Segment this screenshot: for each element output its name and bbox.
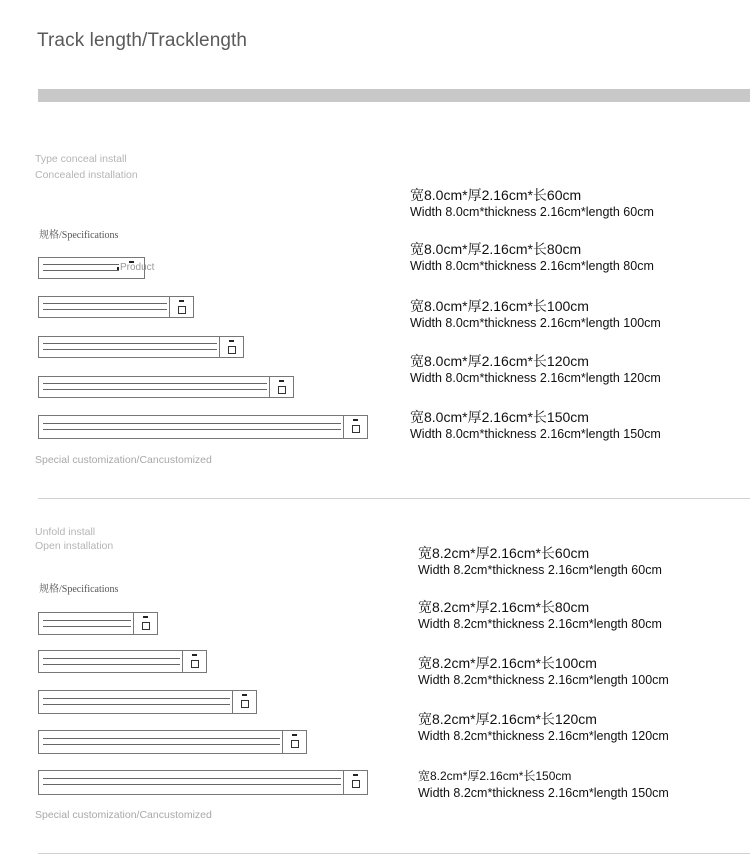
open-type-line2: Open installation [35, 540, 114, 552]
spec-zh: 宽8.0cm*厚2.16cm*长60cm [410, 187, 582, 203]
spec-en: Width 8.2cm*thickness 2.16cm*length 150cm [418, 786, 669, 800]
open-track-150 [38, 770, 368, 795]
open-track-80 [38, 650, 207, 673]
concealed-type-line1: Type conceal install [35, 153, 127, 165]
spec-zh: 宽8.2cm*厚2.16cm*长150cm [418, 769, 572, 783]
spec-en: Width 8.0cm*thickness 2.16cm*length 80cm [410, 259, 654, 273]
concealed-track-80 [38, 296, 194, 318]
spec-zh: 宽8.2cm*厚2.16cm*长80cm [418, 599, 590, 615]
spec-en: Width 8.0cm*thickness 2.16cm*length 60cm [410, 205, 654, 219]
spec-en: Width 8.0cm*thickness 2.16cm*length 100cm [410, 316, 661, 330]
section-divider [38, 498, 750, 499]
spec-en: Width 8.0cm*thickness 2.16cm*length 120cm [410, 371, 661, 385]
open-spec-60 [418, 545, 662, 578]
spec-zh: 宽8.0cm*厚2.16cm*长120cm [410, 353, 589, 369]
open-track-100 [38, 690, 257, 714]
product-label: Product [120, 262, 155, 273]
spec-en: Width 8.0cm*thickness 2.16cm*length 150cm [410, 427, 661, 441]
spec-zh: 宽8.0cm*厚2.16cm*长150cm [410, 409, 589, 425]
concealed-track-120 [38, 376, 294, 398]
concealed-track-100 [38, 336, 244, 358]
open-track-120 [38, 730, 307, 754]
concealed-spec-80 [410, 241, 654, 274]
concealed-spec-100 [410, 298, 661, 331]
open-customization: Special customization/Cancustomized [35, 809, 212, 821]
concealed-type-line2: Concealed installation [35, 169, 138, 181]
open-type-line1: Unfold install [35, 526, 96, 538]
spec-zh: 宽8.2cm*厚2.16cm*长60cm [418, 545, 590, 561]
spec-zh: 宽8.2cm*厚2.16cm*长100cm [418, 655, 597, 671]
spec-en: Width 8.2cm*thickness 2.16cm*length 60cm [418, 563, 662, 577]
open-track-60 [38, 612, 158, 635]
spec-zh: 宽8.2cm*厚2.16cm*长120cm [418, 711, 597, 727]
spec-zh: 宽8.0cm*厚2.16cm*长80cm [410, 241, 582, 257]
spec-en: Width 8.2cm*thickness 2.16cm*length 120cm [418, 729, 669, 743]
concealed-spec-120 [410, 353, 661, 386]
concealed-customization: Special customization/Cancustomized [35, 454, 212, 466]
open-spec-120 [418, 711, 669, 744]
open-spec-150 [418, 768, 669, 801]
bottom-divider [38, 853, 750, 854]
spec-en: Width 8.2cm*thickness 2.16cm*length 80cm [418, 617, 662, 631]
spec-en: Width 8.2cm*thickness 2.16cm*length 100cm [418, 673, 669, 687]
open-spec-80 [418, 599, 662, 632]
concealed-track-150 [38, 415, 368, 439]
open-spec-label: 规格/Specifications [39, 584, 119, 595]
concealed-spec-label: 规格/Specifications [39, 230, 119, 241]
spec-zh: 宽8.0cm*厚2.16cm*长100cm [410, 298, 589, 314]
header-bar [38, 89, 750, 102]
open-spec-100 [418, 655, 669, 688]
concealed-track-60 [38, 257, 155, 280]
page-title: Track length/Tracklength [37, 30, 248, 51]
concealed-spec-60 [410, 187, 654, 220]
concealed-spec-150 [410, 409, 661, 442]
